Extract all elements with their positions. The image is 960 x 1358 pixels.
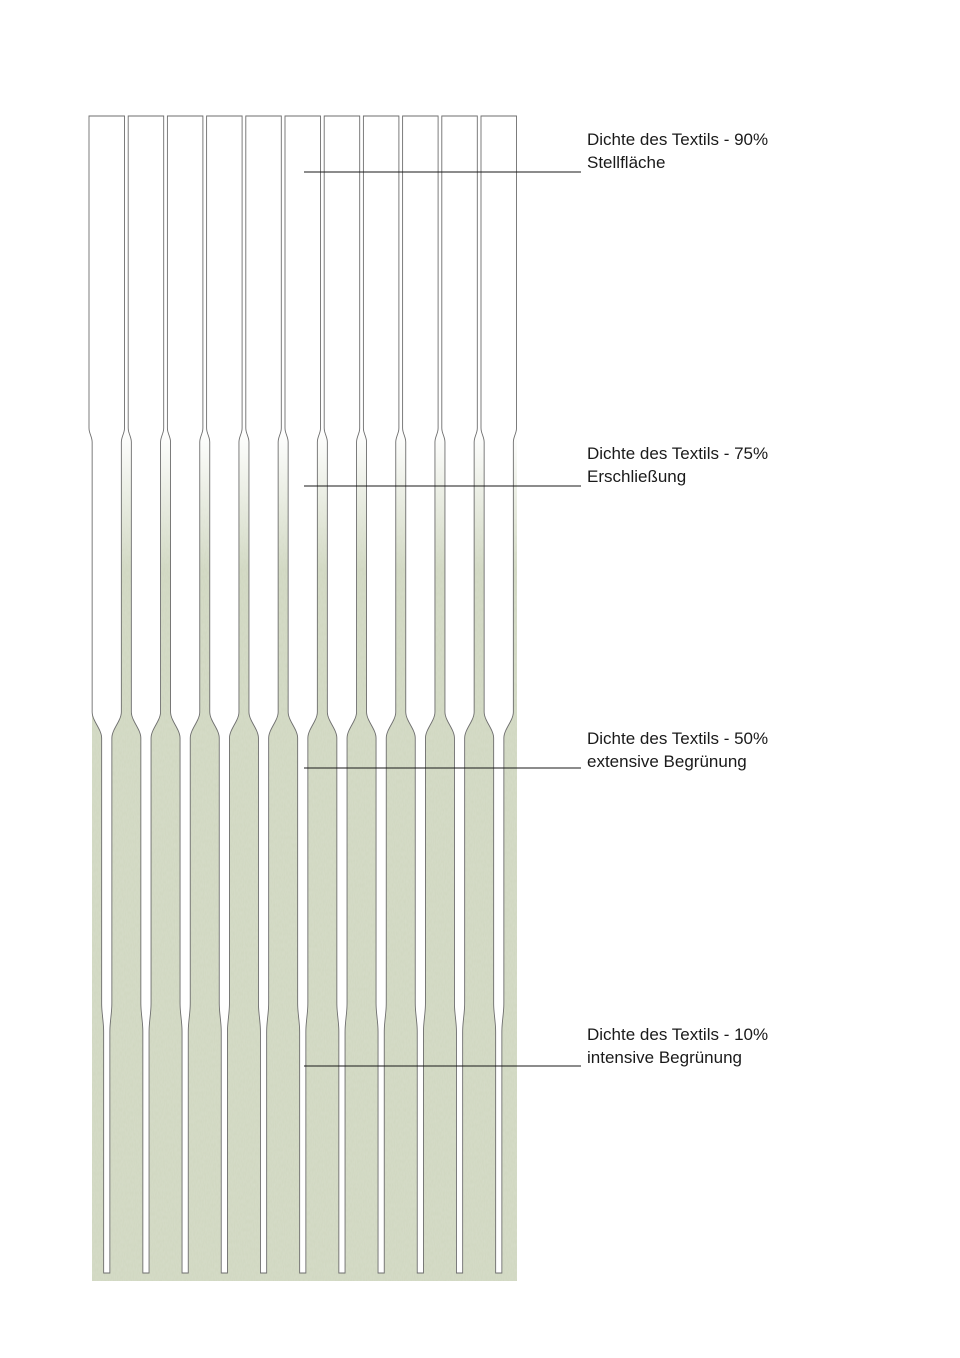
zone-4-density: Dichte des Textils - 10% — [587, 1025, 769, 1044]
zone-2-density: Dichte des Textils - 75% — [587, 444, 769, 463]
zone-label-1 — [587, 128, 768, 174]
zone-label-4 — [587, 1023, 768, 1069]
zone-3-density: Dichte des Textils - 50% — [587, 729, 769, 748]
zone-4-use: intensive Begrünung — [587, 1048, 743, 1067]
zone-label-3 — [587, 727, 768, 773]
zone-2-use: Erschließung — [587, 467, 687, 486]
zone-1-density: Dichte des Textils - 90% — [587, 130, 769, 149]
zone-label-2 — [587, 442, 768, 488]
zone-1-use: Stellfläche — [587, 153, 666, 172]
zone-3-use: extensive Begrünung — [587, 752, 747, 771]
